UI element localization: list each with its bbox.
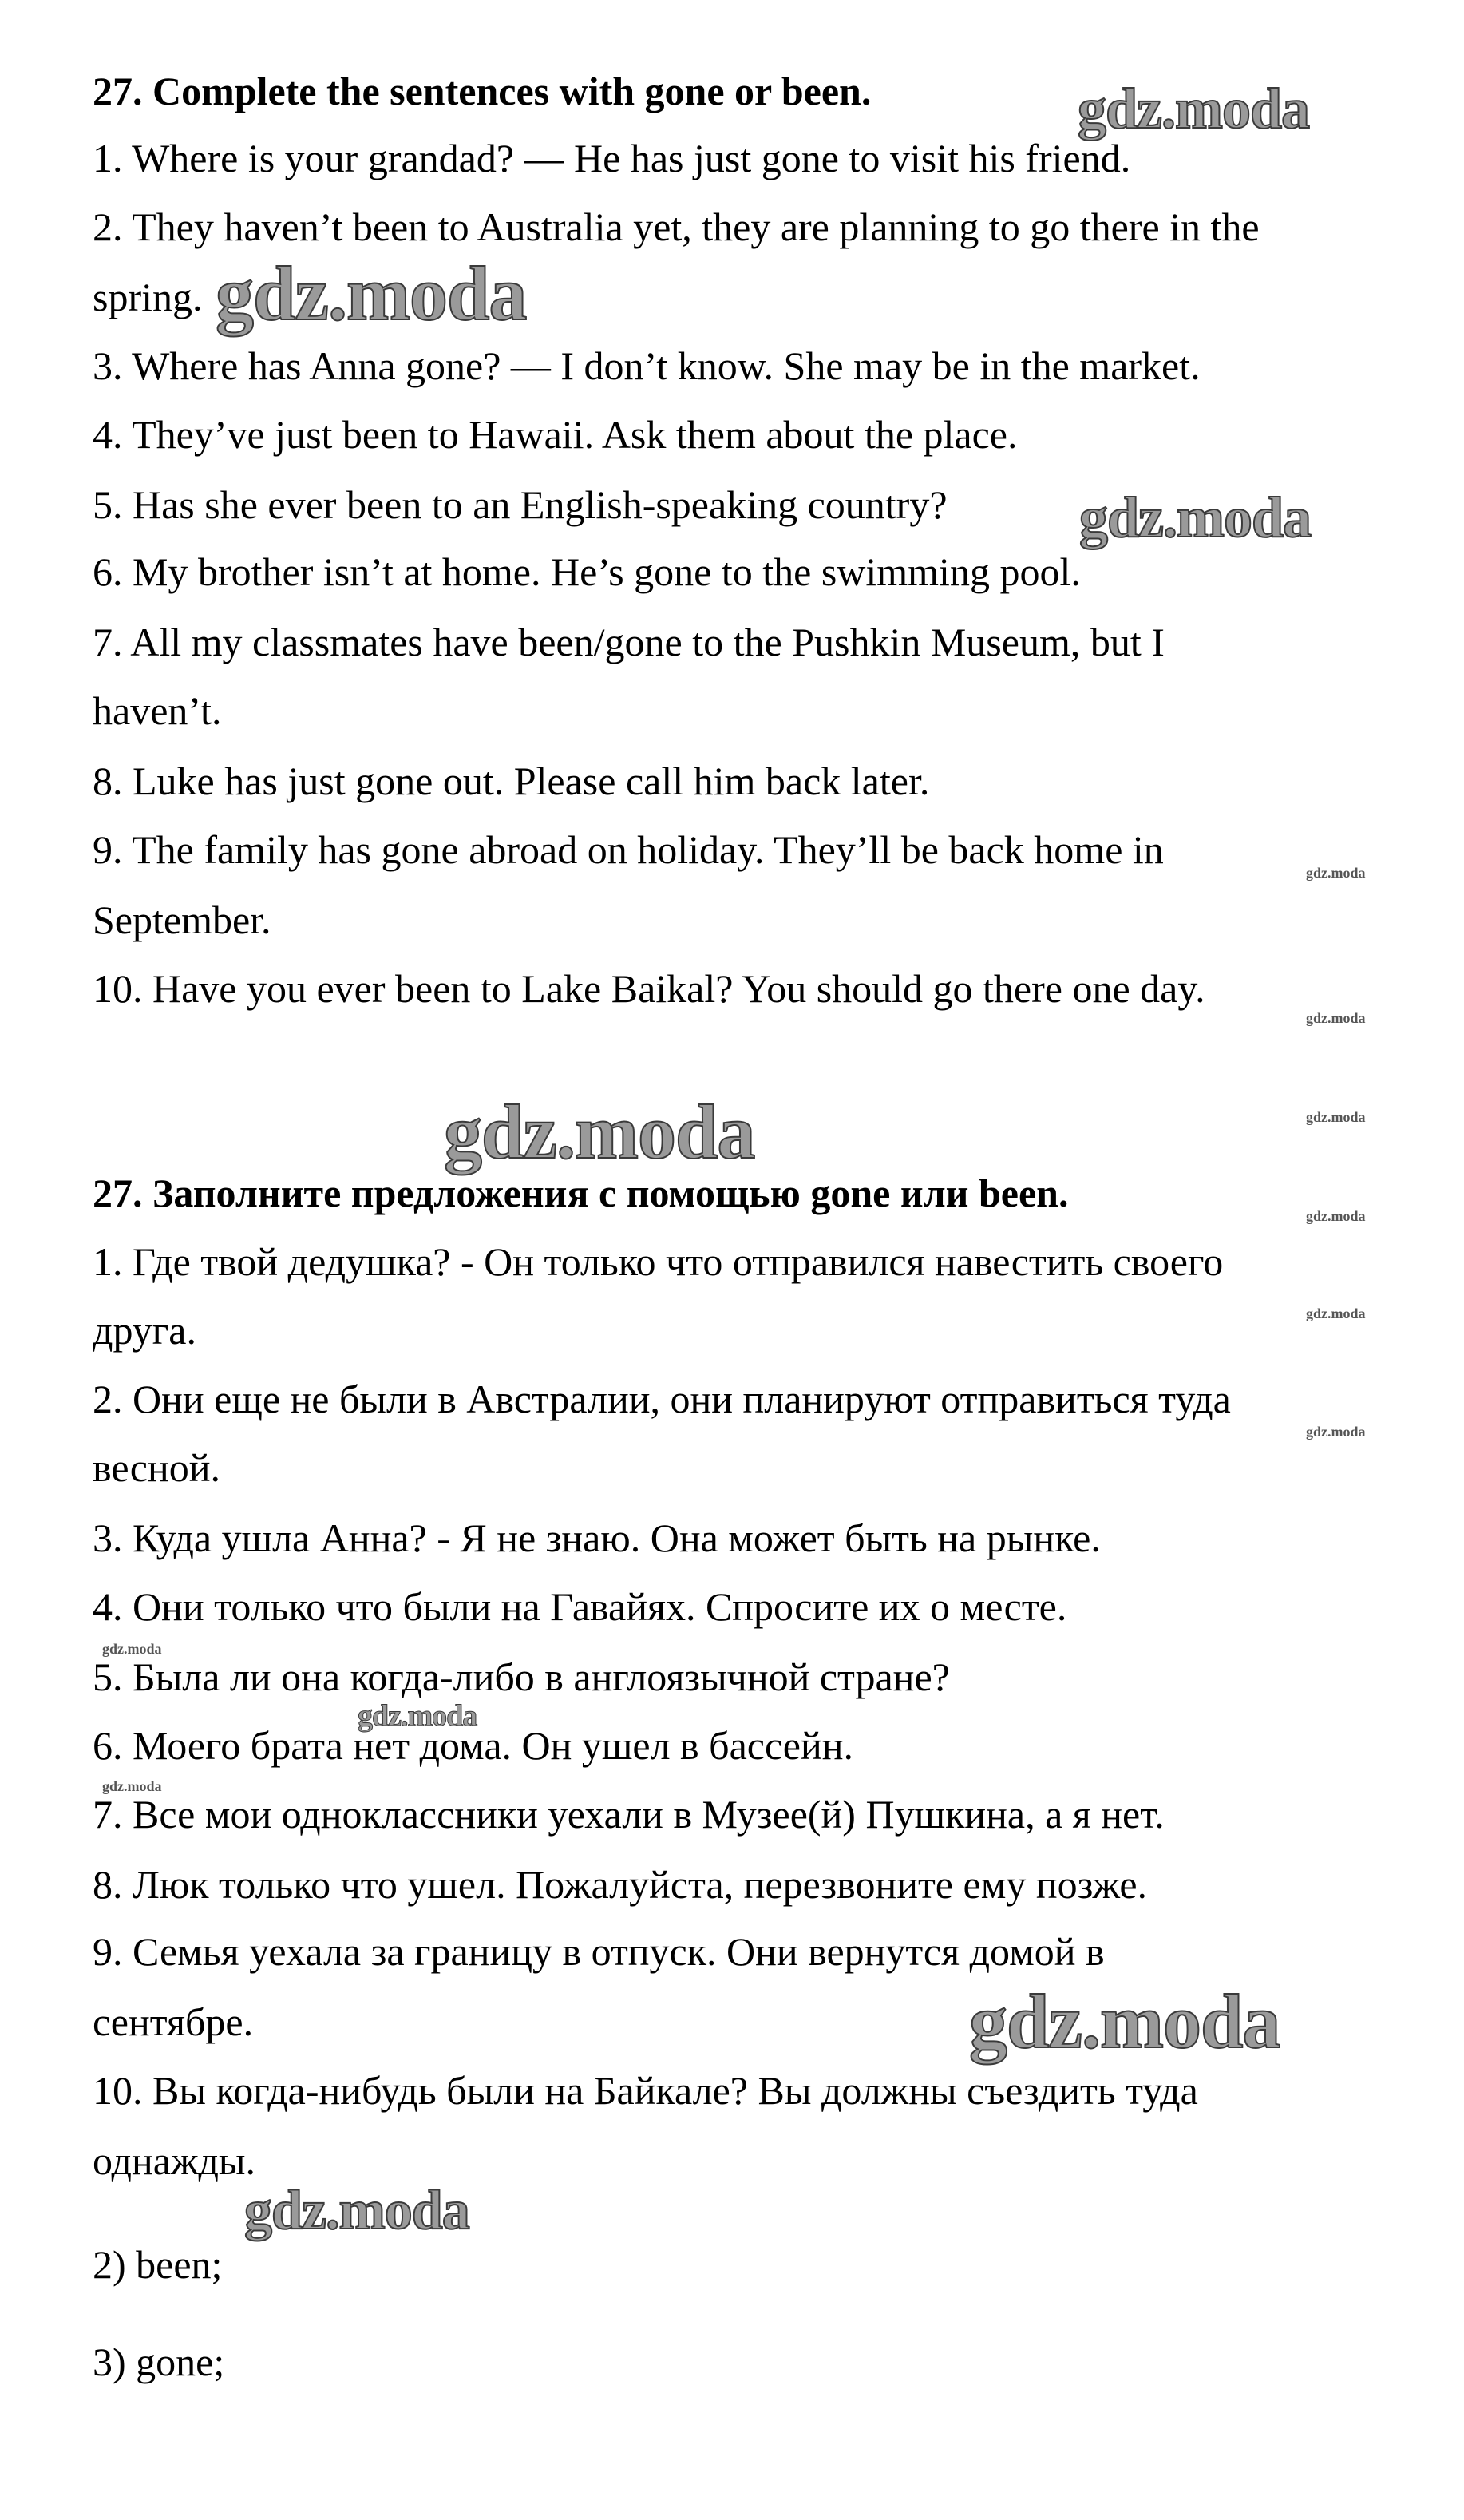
- sentence-line: однажды.: [93, 2138, 256, 2183]
- watermark-small: gdz.moda: [1306, 1424, 1366, 1440]
- sentence-line: 9. The family has gone abroad on holiday. They’ll be back home in: [93, 827, 1164, 872]
- sentence-line: 8. Luke has just gone out. Please call him back later.: [93, 759, 930, 803]
- watermark: gdz.moda: [1078, 77, 1310, 141]
- sentence-line: 3. Куда ушла Анна? - Я не знаю. Она может быть на рынке.: [93, 1516, 1101, 1560]
- exercise-title-russian: 27. Заполните предложения с помощью gone или been.: [93, 1171, 1069, 1215]
- watermark: gdz.moda: [358, 1699, 477, 1733]
- sentence-line: 6. My brother isn’t at home. He’s gone to the swimming pool.: [93, 549, 1081, 594]
- watermark: gdz.moda: [969, 1979, 1280, 2064]
- sentence-line: 9. Семья уехала за границу в отпуск. Они вернутся домой в: [93, 1929, 1105, 1974]
- sentence-line: spring.: [93, 275, 203, 319]
- sentence-line: 1. Где твой дедушка? - Он только что отправился навестить своего: [93, 1239, 1224, 1284]
- sentence-line: 7. Все мои одноклассники уехали в Музее(й) Пушкина, а я нет.: [93, 1792, 1165, 1837]
- watermark: gdz.moda: [444, 1089, 755, 1175]
- sentence-line: 2. Они еще не были в Австралии, они планируют отправиться туда: [93, 1377, 1231, 1421]
- watermark: gdz.moda: [1079, 485, 1312, 549]
- sentence-line: 6. Моего брата нет дома. Он ушел в бассейн.: [93, 1723, 854, 1768]
- sentence-line: 10. Вы когда-нибудь были на Байкале? Вы должны съездить туда: [93, 2068, 1198, 2113]
- watermark-small: gdz.moda: [102, 1778, 162, 1794]
- watermark-small: gdz.moda: [1306, 1208, 1366, 1224]
- sentence-line: 7. All my classmates have been/gone to the Pushkin Museum, but I: [93, 620, 1165, 664]
- sentence-line: September.: [93, 897, 271, 942]
- sentence-line: 3. Where has Anna gone? — I don’t know. She may be in the market.: [93, 343, 1201, 388]
- watermark-small: gdz.moda: [102, 1641, 162, 1657]
- sentence-line: haven’t.: [93, 688, 222, 733]
- exercise-title-english: 27. Complete the sentences with gone or been.: [93, 69, 872, 113]
- sentence-line: весной.: [93, 1445, 220, 1490]
- answer-line: 2) been;: [93, 2242, 223, 2287]
- sentence-line: 2. They haven’t been to Australia yet, they are planning to go there in the: [93, 204, 1260, 249]
- sentence-line: 8. Люк только что ушел. Пожалуйста, перезвоните ему позже.: [93, 1862, 1148, 1907]
- sentence-line: 10. Have you ever been to Lake Baikal? You should go there one day.: [93, 966, 1205, 1011]
- sentence-line: 4. They’ve just been to Hawaii. Ask them about the place.: [93, 412, 1018, 457]
- sentence-line: 5. Has she ever been to an English-speaking country?: [93, 482, 948, 527]
- sentence-line: друга.: [93, 1308, 196, 1353]
- sentence-line: 5. Была ли она когда-либо в англоязычной стране?: [93, 1654, 950, 1699]
- sentence-line: 4. Они только что были на Гавайях. Спросите их о месте.: [93, 1584, 1067, 1629]
- watermark-small: gdz.moda: [1306, 865, 1366, 881]
- sentence-line: 1. Where is your grandad? — He has just gone to visit his friend.: [93, 136, 1131, 180]
- watermark: gdz.moda: [216, 251, 527, 336]
- watermark-small: gdz.moda: [1306, 1109, 1366, 1125]
- sentence-line: сентябре.: [93, 1999, 254, 2044]
- answer-line: 3) gone;: [93, 2340, 225, 2384]
- watermark-small: gdz.moda: [1306, 1010, 1366, 1026]
- watermark-small: gdz.moda: [1306, 1306, 1366, 1321]
- watermark: gdz.moda: [244, 2180, 469, 2241]
